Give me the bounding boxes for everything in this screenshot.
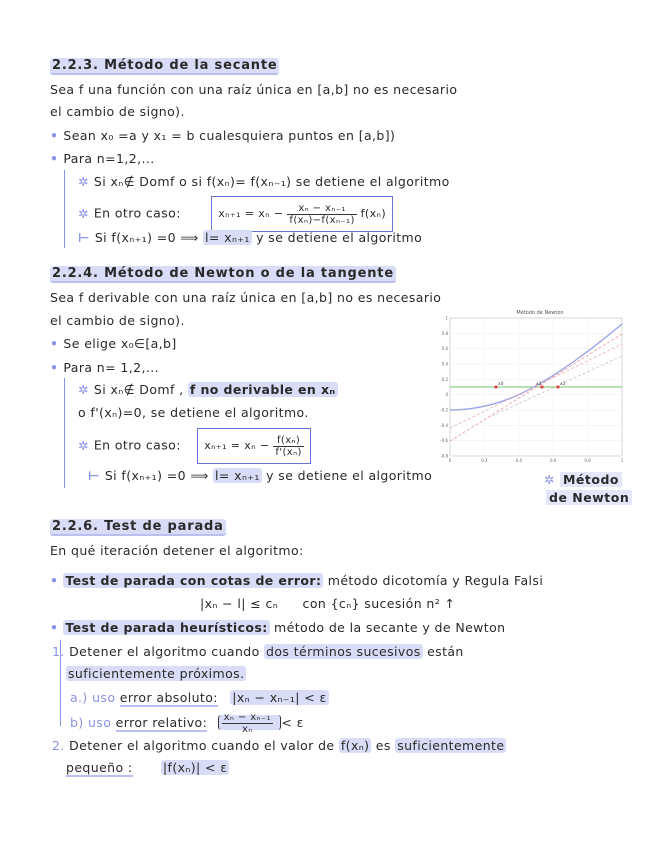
parada-item-2-a: Detener el algoritmo cuando el valor de [69,738,335,753]
newton-indent-bar [64,378,65,488]
newton-formula-fraction [273,435,303,458]
chart-caption-line2: de Newton [546,490,632,505]
newton-formula-box [197,428,311,464]
secante-step-3-result: l= xₙ₊₁ [205,230,250,245]
newton-step-3-pre: Si f(xₙ₊₁) =0 ⟹ [104,468,209,483]
secante-formula-numerator: xₙ − xₙ₋₁ [287,203,356,215]
chart-point-x1-label: x1 [536,382,542,387]
parada-item-1b-label: b) uso [70,715,112,730]
newton-formula-lhs: xₙ₊₁ = xₙ − [204,439,270,452]
parada-test-2-label: Test de parada heurísticos: [65,620,268,635]
bullet-icon: • [50,336,59,351]
secante-indent-bar [64,170,65,248]
secante-step-2 [78,196,393,232]
chart-x-tick-label: 0.6 [550,458,557,463]
secante-bullet-2 [50,151,155,167]
chart-y-tick-label: 0.4 [441,361,448,367]
chart-tangent-1 [450,334,622,441]
chart-x-tick-label: 1 [620,458,624,463]
dash-icon: ⊢ [78,230,90,245]
newton-step-2-label: En otro caso: [93,437,181,453]
section-title-newton-text: 2.2.4. Método de Newton o de la tangente [52,266,394,281]
bullet-icon: • [50,620,59,635]
parada-item-1-cont [66,666,246,682]
secante-intro-1: Sea f una función con una raíz única en [a,b] no es necesario [50,82,458,97]
chart-x-tick-label: 0.2 [481,458,488,463]
chart-y-tick-label: -0.4 [440,422,448,428]
parada-item-2-f: |f(xₙ)| < ε [162,760,228,775]
newton-step-1a-pre: Si xₙ∉ Domf , [93,382,184,397]
chart-y-tick-label: 0.6 [441,346,448,352]
newton-step-3 [88,468,432,484]
section-title-newton [50,266,396,282]
secante-step-3-pre: Si f(xₙ₊₁) =0 ⟹ [94,230,199,245]
secante-step-1 [78,174,450,190]
parada-test-1 [50,573,543,589]
newton-intro-1: Sea f derivable con una raíz única en [a,b] no es necesario [50,290,442,305]
chart-y-tick-label: 0.8 [441,330,448,336]
chart-y-tick-label: -0.8 [440,453,448,459]
newton-bullet-1-text: Se elige x₀∈[a,b] [63,336,177,351]
parada-item-1-d: suficientemente próximos. [68,666,245,681]
newton-step-2 [78,428,311,464]
parada-item-1-a: Detener el algoritmo cuando [69,644,260,659]
parada-test-1-formula [200,596,455,612]
secante-formula-denominator: f(xₙ)−f(xₙ₋₁) [289,214,355,226]
parada-test-2-text: método de la secante y de Newton [274,620,506,635]
chart-y-tick-label: -0.2 [440,407,448,413]
parada-item-1a-formula: |xₙ − xₙ₋₁| < ε [232,690,327,705]
parada-test-1-formula-b: con {cₙ} sucesión n² ↑ [302,596,456,611]
chart-y-tick-label: 0 [445,392,448,398]
parada-item-1b-tail: < ε [281,715,304,730]
parada-item-2-num: 2. [52,738,65,753]
bullet-icon: • [50,360,59,375]
secante-formula-rhs: f(xₙ) [360,207,387,220]
chart-function-curve [450,324,622,410]
parada-item-2-e: pequeño : [66,760,133,775]
star-icon: ✲ [78,437,89,453]
secante-step-3-post: y se detiene el algoritmo [256,230,423,245]
parada-item-2-c: es [375,738,391,753]
secante-step-1-text: Si xₙ∉ Domf o si f(xₙ)= f(xₙ₋₁) se detiene el algoritmo [93,174,450,189]
newton-formula-denominator: f'(xₙ) [275,446,302,458]
newton-bullet-1 [50,336,177,352]
chart-x-tick-label: 0.4 [515,458,522,463]
section-title-parada-text: 2.2.6. Test de parada [52,519,224,534]
newton-step-3-result: l= xₙ₊₁ [215,468,260,483]
parada-test-2 [50,620,505,636]
parada-item-1b-term: error relativo: [115,715,208,730]
parada-item-1b-denominator: xₙ [241,724,253,735]
bullet-icon: • [50,128,59,143]
newton-step-3-post: y se detiene el algoritmo [266,468,433,483]
chart-y-tick-label: 1 [445,315,448,321]
parada-test-1-formula-a: |xₙ − l| ≤ cₙ [200,596,279,611]
parada-item-1b [70,710,304,736]
parada-item-1 [52,644,464,660]
secante-formula-fraction [287,203,356,226]
section-title-secante [50,58,279,74]
secante-bullet-1 [50,128,395,144]
parada-item-1-b: dos términos sucesivos [266,644,421,659]
chart-x-tick-label: 0.8 [584,458,591,463]
parada-item-1a-label: a.) uso [70,690,116,705]
dash-icon: ⊢ [88,468,100,483]
newton-step-1a [78,382,338,398]
star-icon: ✲ [78,205,89,221]
parada-item-1b-fraction [222,712,273,735]
newton-chart [432,306,628,466]
secante-formula-lhs: xₙ₊₁ = xₙ − [218,207,284,220]
chart-y-ticks [440,316,448,459]
newton-bullet-2 [50,360,159,376]
parada-item-2-b: f(xₙ) [340,738,370,753]
newton-formula-numerator: f(xₙ) [273,435,303,447]
newton-bullet-2-text: Para n= 1,2,... [63,360,159,375]
parada-test-1-label: Test de parada con cotas de error: [65,573,322,588]
parada-intro: En qué iteración detener el algoritmo: [50,543,304,558]
parada-item-1-c: están [427,644,464,659]
star-icon: ✲ [78,174,89,189]
secante-intro-2: el cambio de signo). [50,104,185,119]
parada-item-2 [52,738,506,754]
section-title-secante-text: 2.2.3. Método de la secante [52,58,278,73]
chart-y-tick-label: 0.2 [441,376,448,382]
secante-bullet-1-text: Sean x₀ =a y x₁ = b cualesquiera puntos en [a,b]) [63,128,396,143]
chart-point-x2-label: x2 [560,382,566,387]
secante-bullet-2-text: Para n=1,2,... [63,151,155,166]
chart-title: Método de Newton [516,310,564,316]
chart-y-tick-label: -0.6 [440,438,448,444]
chart-x-tick-label: 0 [448,458,452,463]
newton-step-1a-bold: f no derivable en xₙ [189,382,336,397]
chart-point-x0-label: x0 [498,382,504,387]
parada-item-1a [70,690,329,706]
parada-item-1b-numerator: xₙ − xₙ₋₁ [223,712,272,723]
section-title-parada [50,519,226,535]
parada-item-2-d: suficientemente [397,738,505,753]
star-icon: ✲ [78,382,89,397]
bullet-icon: • [50,573,59,588]
newton-intro-2: el cambio de signo). [50,313,185,328]
chart-x-ticks [449,458,624,463]
bullet-icon: • [50,151,59,166]
parada-item-1b-abs [218,712,282,735]
parada-item-1a-term: error absoluto: [119,690,218,705]
secante-step-3 [78,230,422,246]
secante-step-2-label: En otro caso: [93,205,181,221]
parada-item-2-cont [66,760,229,776]
chart-caption [544,472,622,488]
parada-test-1-text: método dicotomía y Regula Falsi [327,573,544,588]
chart-caption-line1: Método [560,472,622,487]
parada-item-1-num: 1. [52,644,65,659]
newton-step-1b: o f'(xₙ)=0, se detiene el algoritmo. [78,405,309,420]
star-icon: ✲ [544,472,555,487]
secante-formula-box [211,196,393,232]
chart-caption-2 [546,490,632,506]
